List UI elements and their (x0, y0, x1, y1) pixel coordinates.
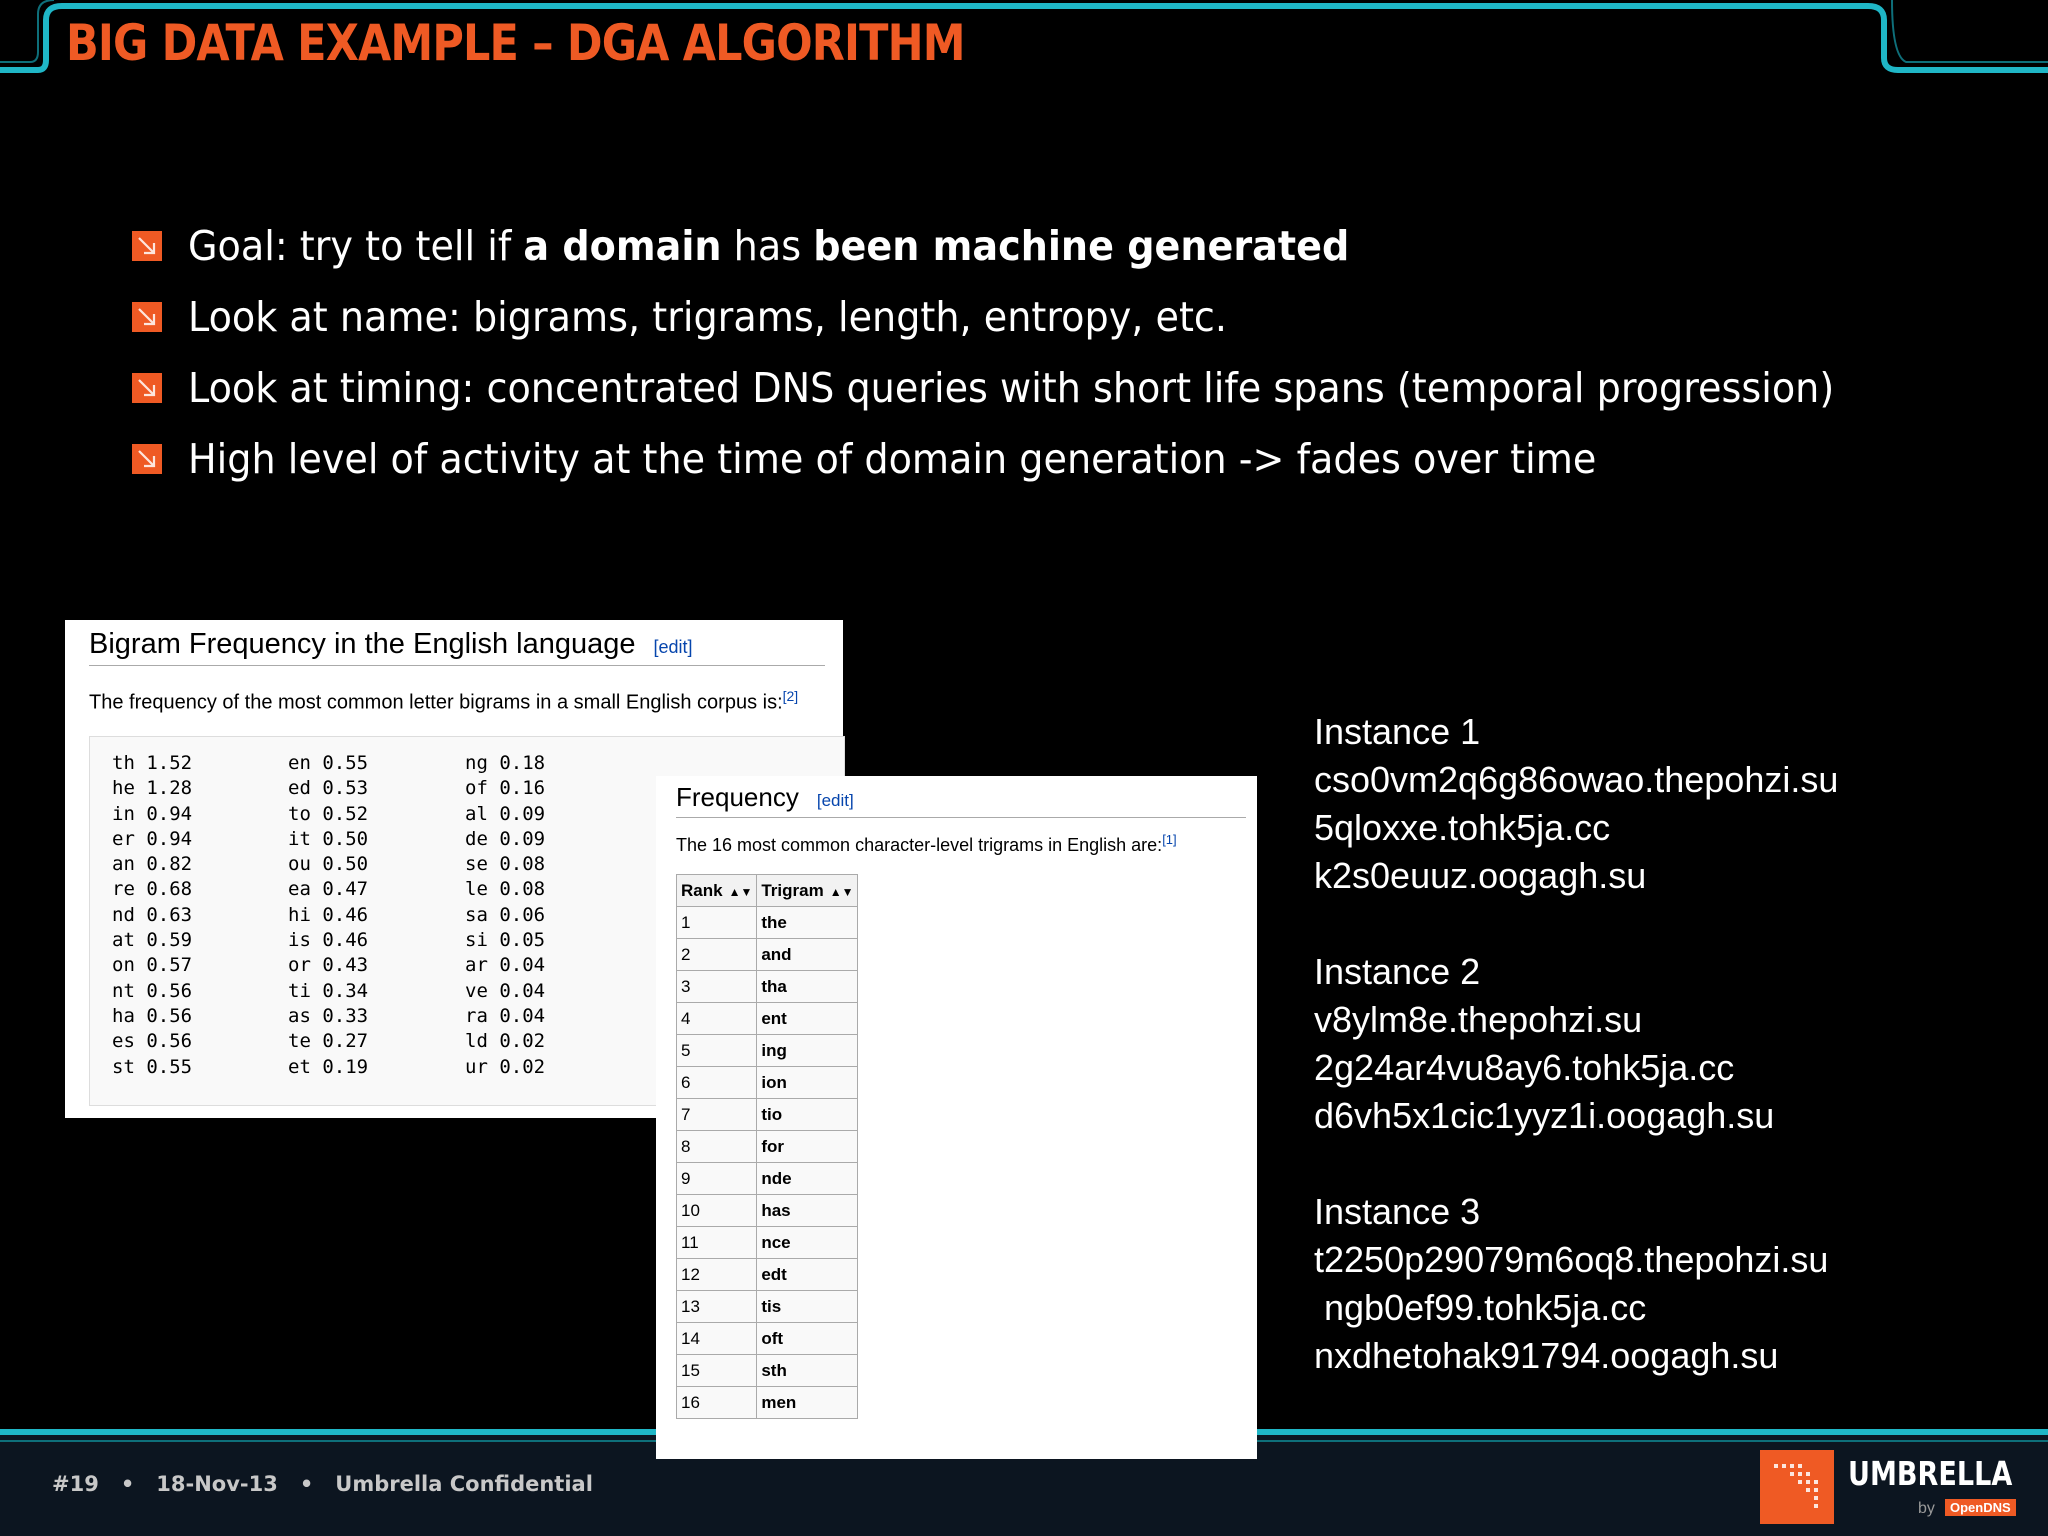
domain-name: ngb0ef99.tohk5ja.cc (1314, 1287, 1647, 1328)
trigram-cell: and (757, 939, 858, 971)
bullet-text: High level of activity at the time of domain generation -> fades over time (188, 434, 1597, 483)
rank-cell: 3 (677, 971, 757, 1003)
instance-group (1314, 1188, 1838, 1380)
trigram-cell: tha (757, 971, 858, 1003)
domain-name: d6vh5x1cic1yyz1i.oogagh.su (1314, 1095, 1775, 1136)
table-row (677, 907, 858, 939)
rank-cell: 6 (677, 1067, 757, 1099)
trigram-cell: ion (757, 1067, 858, 1099)
sort-icon: ▲▼ (728, 884, 753, 899)
footer-separator: • (120, 1472, 135, 1496)
domain-name: 2g24ar4vu8ay6.tohk5ja.cc (1314, 1047, 1735, 1088)
logo-wordmark: UMBRELLA (1848, 1454, 2013, 1493)
trigram-column-header[interactable]: Trigram ▲▼ (757, 875, 858, 907)
rank-cell: 5 (677, 1035, 757, 1067)
rank-cell: 1 (677, 907, 757, 939)
rank-cell: 9 (677, 1163, 757, 1195)
table-row (677, 1195, 858, 1227)
bullet-text: Goal: try to tell if a domain has been machine generated (188, 221, 1350, 270)
reference-link[interactable]: [1] (1162, 832, 1177, 847)
dga-instances (1314, 708, 1838, 1428)
reference-link[interactable]: [2] (782, 688, 799, 704)
bullet-list (132, 210, 1958, 494)
bigram-heading: Bigram Frequency in the English language [edit] (89, 628, 825, 666)
table-row (677, 1035, 858, 1067)
trigram-cell: has (757, 1195, 858, 1227)
trigram-cell: the (757, 907, 858, 939)
domain-name: v8ylm8e.thepohzi.su (1314, 999, 1643, 1040)
rank-cell: 12 (677, 1259, 757, 1291)
trigram-cell: ent (757, 1003, 858, 1035)
table-row (677, 1163, 858, 1195)
instance-label: Instance 2 (1314, 951, 1481, 992)
bigram-description: The frequency of the most common letter bigrams in a small English corpus is:[2] (89, 688, 799, 714)
edit-link[interactable]: [edit] (816, 791, 854, 810)
instance-group (1314, 948, 1838, 1140)
opendns-badge: OpenDNS (1945, 1499, 2016, 1516)
table-row (677, 971, 858, 1003)
trigram-description: The 16 most common character-level trigrams in English are:[1] (676, 832, 1177, 855)
instance-label: Instance 3 (1314, 1191, 1481, 1232)
trigram-cell: ing (757, 1035, 858, 1067)
bullet-text: Look at name: bigrams, trigrams, length, entropy, etc. (188, 292, 1228, 341)
logo-by: by (1918, 1500, 1935, 1517)
rank-cell: 15 (677, 1355, 757, 1387)
domain-name: 5qloxxe.tohk5ja.cc (1314, 807, 1611, 848)
trigram-cell: men (757, 1387, 858, 1419)
trigram-cell: sth (757, 1355, 858, 1387)
bullet-arrow-icon (132, 444, 162, 474)
rank-cell: 11 (677, 1227, 757, 1259)
rank-cell: 10 (677, 1195, 757, 1227)
instance-label: Instance 1 (1314, 711, 1481, 752)
bullet-item (132, 281, 1958, 352)
rank-cell: 8 (677, 1131, 757, 1163)
rank-cell: 16 (677, 1387, 757, 1419)
bigram-column: ng 0.18 of 0.16 al 0.09 de 0.09 se 0.08 le 0.08 sa 0.06 si 0.05 ar 0.04 ve 0.04 ra 0.04 ld 0.02 ur 0.02 (465, 752, 546, 1078)
slide-footer (52, 1472, 593, 1496)
edit-link[interactable]: [edit] (653, 637, 693, 657)
trigram-cell: edt (757, 1259, 858, 1291)
bullet-arrow-icon (132, 231, 162, 261)
trigram-cell: for (757, 1131, 858, 1163)
instance-group (1314, 708, 1838, 900)
bullet-item (132, 210, 1958, 281)
bigram-column: th 1.52 he 1.28 in 0.94 er 0.94 an 0.82 re 0.68 nd 0.63 at 0.59 on 0.57 nt 0.56 ha 0.56 es 0.56 st 0.55 (112, 752, 193, 1078)
trigram-cell: tis (757, 1291, 858, 1323)
table-row (677, 1259, 858, 1291)
table-row (677, 1387, 858, 1419)
table-row (677, 1227, 858, 1259)
rank-cell: 14 (677, 1323, 757, 1355)
trigram-cell: oft (757, 1323, 858, 1355)
domain-name: nxdhetohak91794.oogagh.su (1314, 1335, 1779, 1376)
slide-number: #19 (52, 1472, 99, 1496)
umbrella-logo-icon (1760, 1450, 1834, 1524)
table-row (677, 1291, 858, 1323)
rank-column-header[interactable]: Rank ▲▼ (677, 875, 757, 907)
trigram-table (676, 874, 858, 1419)
bullet-arrow-icon (132, 373, 162, 403)
rank-cell: 7 (677, 1099, 757, 1131)
domain-name: cso0vm2q6g86owao.thepohzi.su (1314, 759, 1839, 800)
table-row (677, 1131, 858, 1163)
bullet-arrow-icon (132, 302, 162, 332)
table-row (677, 1323, 858, 1355)
bullet-text: Look at timing: concentrated DNS queries with short life spans (temporal progression) (188, 363, 1835, 412)
bullet-item (132, 352, 1958, 423)
sort-icon: ▲▼ (829, 884, 854, 899)
table-row (677, 1003, 858, 1035)
table-row (677, 939, 858, 971)
trigram-cell: tio (757, 1099, 858, 1131)
trigram-frequency-panel (656, 776, 1257, 1459)
table-row (677, 1067, 858, 1099)
trigram-cell: nde (757, 1163, 858, 1195)
bigram-column: en 0.55 ed 0.53 to 0.52 it 0.50 ou 0.50 ea 0.47 hi 0.46 is 0.46 or 0.43 ti 0.34 as 0.33 te 0.27 et 0.19 (288, 752, 369, 1078)
confidential-label: Umbrella Confidential (335, 1472, 593, 1496)
trigram-heading: Frequency [edit] (676, 782, 1246, 818)
rank-cell: 4 (677, 1003, 757, 1035)
trigram-cell: nce (757, 1227, 858, 1259)
table-row (677, 1355, 858, 1387)
slide-title: BIG DATA EXAMPLE – DGA ALGORITHM (66, 14, 965, 72)
bullet-item (132, 423, 1958, 494)
rank-cell: 2 (677, 939, 757, 971)
domain-name: t2250p29079m6oq8.thepohzi.su (1314, 1239, 1829, 1280)
rank-cell: 13 (677, 1291, 757, 1323)
table-row (677, 1099, 858, 1131)
domain-name: k2s0euuz.oogagh.su (1314, 855, 1647, 896)
slide-date: 18-Nov-13 (156, 1472, 278, 1496)
footer-separator: • (299, 1472, 314, 1496)
